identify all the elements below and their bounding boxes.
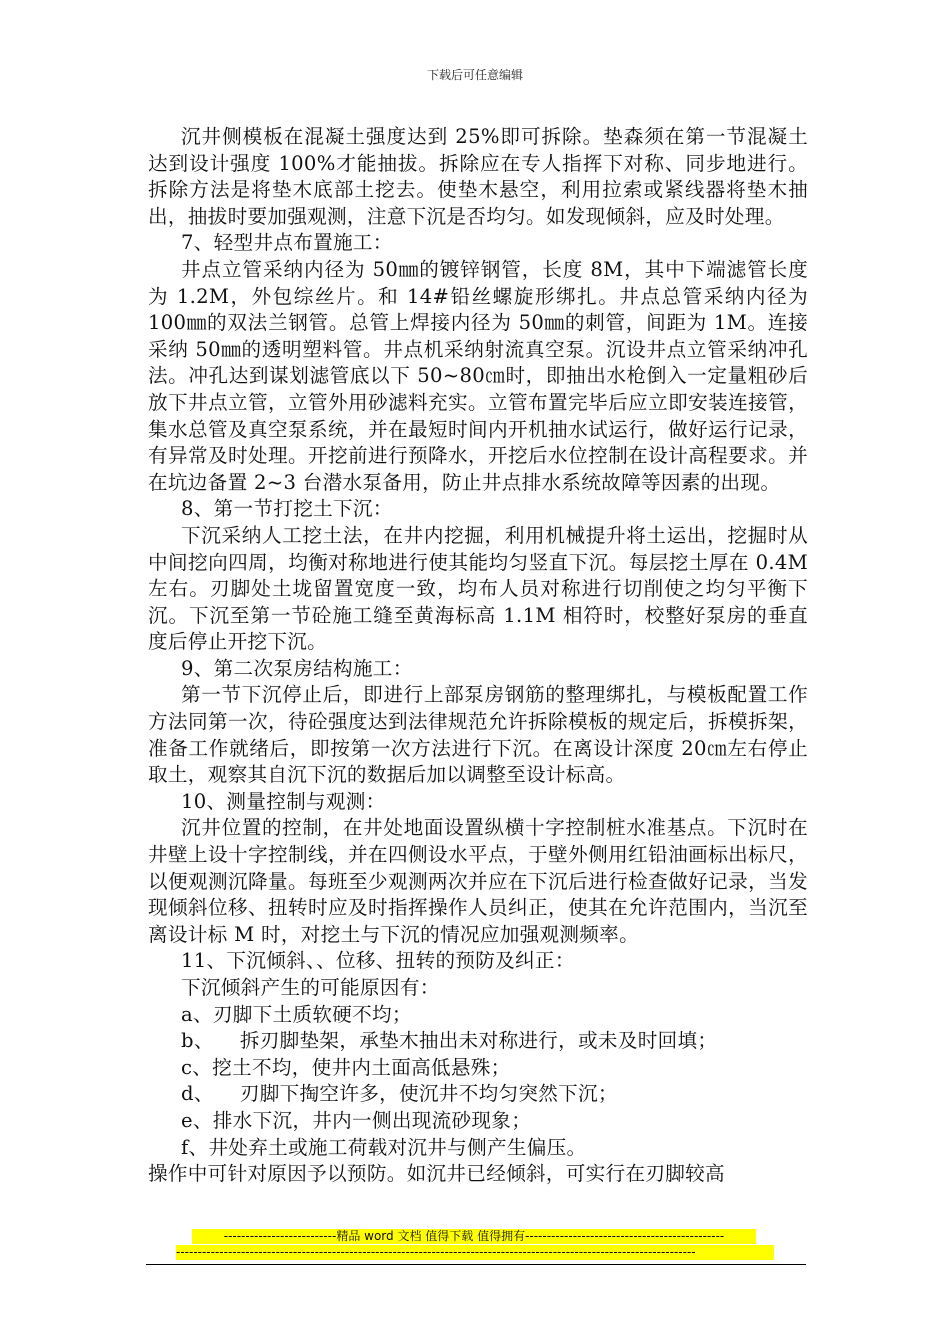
paragraph: 井点立管采纳内径为 50㎜的镀锌钢管，长度 8M，其中下端滤管长度为 1.2M，外包综丝片。和 14#铅丝螺旋形绑扎。井点总管采纳内径为 100㎜的双法兰钢管。总管上焊接内径为 50㎜的刺管，间距为 1M。连接采纳 50㎜的透明塑料管。井点机采纳射流真空泵。沉设井点立管采纳冲孔法。冲孔达到谋划滤管底以下 50~80㎝时，即抽出水枪倒入一定量粗砂后放下井点立管，立管外用砂滤料充实。立管布置完毕后应立即安装连接管，集水总管及真空泵系统，并在最短时间内开机抽水试运行，做好运行记录，有异常及时处理。开挖前进行预降水，开挖后水位控制在设计高程要求。并在坑边备置 2~3 台潜水泵备用，防止井点排水系统故障等因素的出现。	[148, 257, 808, 494]
paragraph: e、排水下沉，井内一侧出现流砂现象；	[181, 1108, 532, 1132]
page-header-note: 下载后可任意编辑	[426, 68, 523, 82]
footer-banner: --------------------------精品 word 文档 值得下载 值得拥有----------------------------------------------	[192, 1229, 756, 1244]
paragraph: b、 拆刃脚垫架，承垫木抽出未对称进行，或未及时回填；	[181, 1029, 718, 1053]
paragraph: d、 刃脚下掏空许多，使沉井不均匀突然下沉；	[181, 1082, 618, 1106]
paragraph: 沉井侧模板在混凝土强度达到 25%即可拆除。垫森须在第一节混凝土达到设计强度 100%才能抽拔。拆除应在专人指挥下对称、同步地进行。拆除方法是将垫木底部土挖去。使垫木悬空，利用拉索或紧线器将垫木抽出，抽拔时要加强观测，注意下沉是否均匀。如发现倾斜，应及时处理。	[148, 125, 808, 228]
paragraph: 第一节下沉停止后，即进行上部泵房钢筋的整理绑扎，与模板配置工作方法同第一次，待砼强度达到法律规范允许拆除模板的规定后，拆模拆架，准备工作就绪后，即按第一次方法进行下沉。在离设计深度 20㎝左右停止取土，观察其自沉下沉的数据后加以调整至设计标高。	[148, 683, 808, 787]
paragraph: 11、下沉倾斜、、位移、扭转的预防及纠正：	[181, 949, 575, 973]
document-body	[148, 124, 808, 1188]
paragraph: 7、轻型井点布置施工：	[181, 231, 393, 255]
paragraph: 下沉倾斜产生的可能原因有：	[181, 976, 440, 999]
paragraph: 操作中可针对原因予以预防。如沉井已经倾斜，可实行在刃脚较高	[148, 1162, 725, 1186]
paragraph: 沉井位置的控制，在井处地面设置纵横十字控制桩水准基点。下沉时在井壁上设十字控制线，并在四侧设水平点，于壁外侧用红铅油画标出标尺，以便观测沉降量。每班至少观测两次并应在下沉后进行检查做好记录，当发现倾斜位移、扭转时应及时指挥操作人员纠正，使其在允许范围内，当沉至离设计标 M 时，对挖土与下沉的情况应加强观测频率。	[148, 816, 808, 946]
paragraph: f、井处弃土或施工荷载对沉井与侧产生偏压。	[181, 1135, 587, 1159]
paragraph: 8、第一节打挖土下沉：	[181, 497, 393, 521]
paragraph: 10、测量控制与观测：	[181, 789, 386, 813]
paragraph: 9、第二次泵房结构施工：	[181, 656, 413, 680]
paragraph: a、刃脚下土质软硬不均；	[181, 1002, 412, 1026]
paragraph: c、挖土不均，使井内土面高低悬殊；	[181, 1055, 511, 1079]
paragraph: 下沉采纳人工挖土法，在井内挖掘，利用机械提升将土运出，挖掘时从中间挖向四周，均衡对称地进行使其能均匀竖直下沉。每层挖土厚在 0.4M 左右。刃脚处土垅留置宽度一致，均布人员对称进行切削使之均匀平衡下沉。下沉至第一节砼施工缝至黄海标高 1.1M 相符时，校整好泵房的垂直度后停止开挖下沉。	[148, 523, 808, 654]
footer-rule	[146, 1264, 806, 1265]
footer-dashes: ------------------------------------------------------------------------------------------------------------------------	[176, 1245, 774, 1260]
